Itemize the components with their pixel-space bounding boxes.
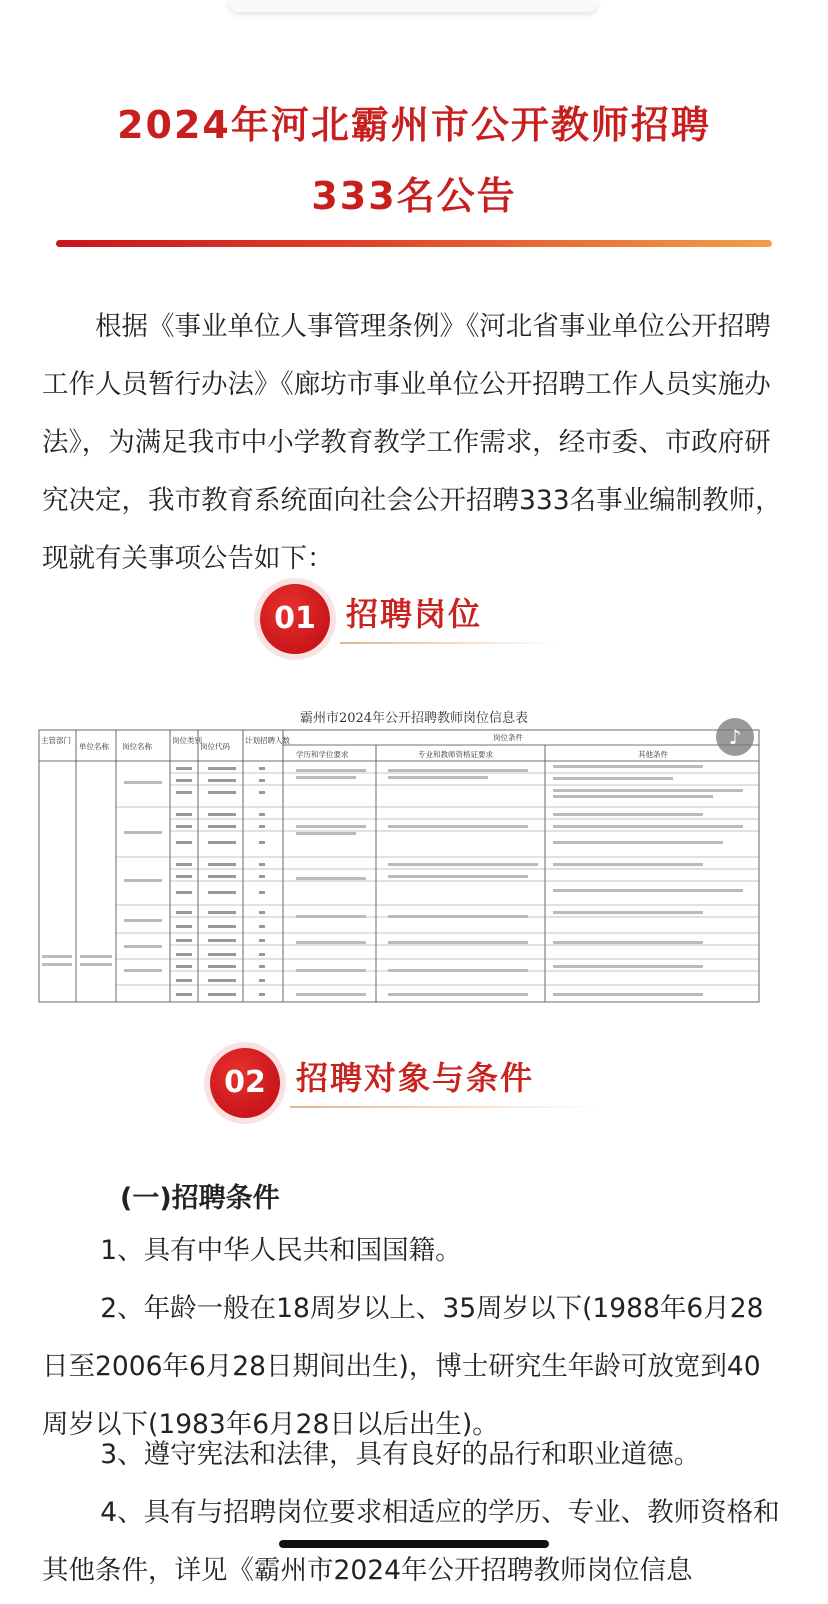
condition-item-4: 4、具有与招聘岗位要求相适应的学历、专业、教师资格和其他条件，详见《霸州市2024年公开招聘教师岗位信息 — [42, 1497, 780, 1586]
table-subheader-major: 专业和教师资格证要求 — [418, 750, 493, 759]
condition-item-3: 3、遵守宪法和法律，具有良好的品行和职业道德。 — [100, 1439, 701, 1470]
table-subheader-degree: 学历和学位要求 — [296, 750, 349, 759]
table-header-dept: 主管部门 — [41, 736, 71, 745]
page-title-line2: 333名公告 — [311, 174, 517, 218]
home-indicator[interactable] — [279, 1540, 549, 1548]
section-title: 招聘对象与条件 — [296, 1059, 535, 1097]
section-title: 招聘岗位 — [346, 595, 483, 633]
table-header-unit: 单位名称 — [79, 742, 109, 751]
title-divider — [56, 240, 772, 247]
table-header-count: 计划招聘人数 — [245, 736, 290, 745]
music-note-icon[interactable]: ♪ — [716, 718, 754, 756]
section-header-conditions — [210, 1048, 630, 1128]
table-subheader-other: 其他条件 — [638, 750, 668, 759]
position-table-grid — [38, 729, 790, 1005]
conditions-heading: (一)招聘条件 — [120, 1183, 280, 1214]
table-caption: 霸州市2024年公开招聘教师岗位信息表 — [299, 711, 529, 726]
section-number-badge: 02 — [210, 1048, 280, 1118]
section-header-positions — [260, 584, 580, 664]
section-number-badge: 01 — [260, 584, 330, 654]
table-header-category: 岗位类别 — [172, 736, 202, 745]
table-header-post: 岗位名称 — [122, 742, 152, 751]
condition-item-1: 1、具有中华人民共和国国籍。 — [100, 1235, 462, 1266]
top-tab-bar — [228, 0, 598, 12]
section-underline — [290, 1106, 600, 1108]
table-header-code: 岗位代码 — [200, 742, 230, 751]
position-table-image[interactable] — [38, 703, 790, 1005]
condition-item-2: 2、年龄一般在18周岁以上、35周岁以下(1988年6月28日至2006年6月28日期间出生)，博士研究生年龄可放宽到40周岁以下(1983年6月28日以后出生)。 — [42, 1293, 764, 1440]
table-header-conditions: 岗位条件 — [493, 733, 523, 742]
page-title-line1: 2024年河北霸州市公开教师招聘 — [117, 103, 711, 147]
intro-paragraph: 根据《事业单位人事管理条例》《河北省事业单位公开招聘工作人员暂行办法》《廊坊市事业单位公开招聘工作人员实施办法》，为满足我市中小学教育教学工作需求，经市委、市政府研究决定，我市教育系统面向社会公开招聘333名事业编制教师，现就有关事项公告如下： — [42, 311, 782, 574]
section-underline — [340, 642, 560, 644]
